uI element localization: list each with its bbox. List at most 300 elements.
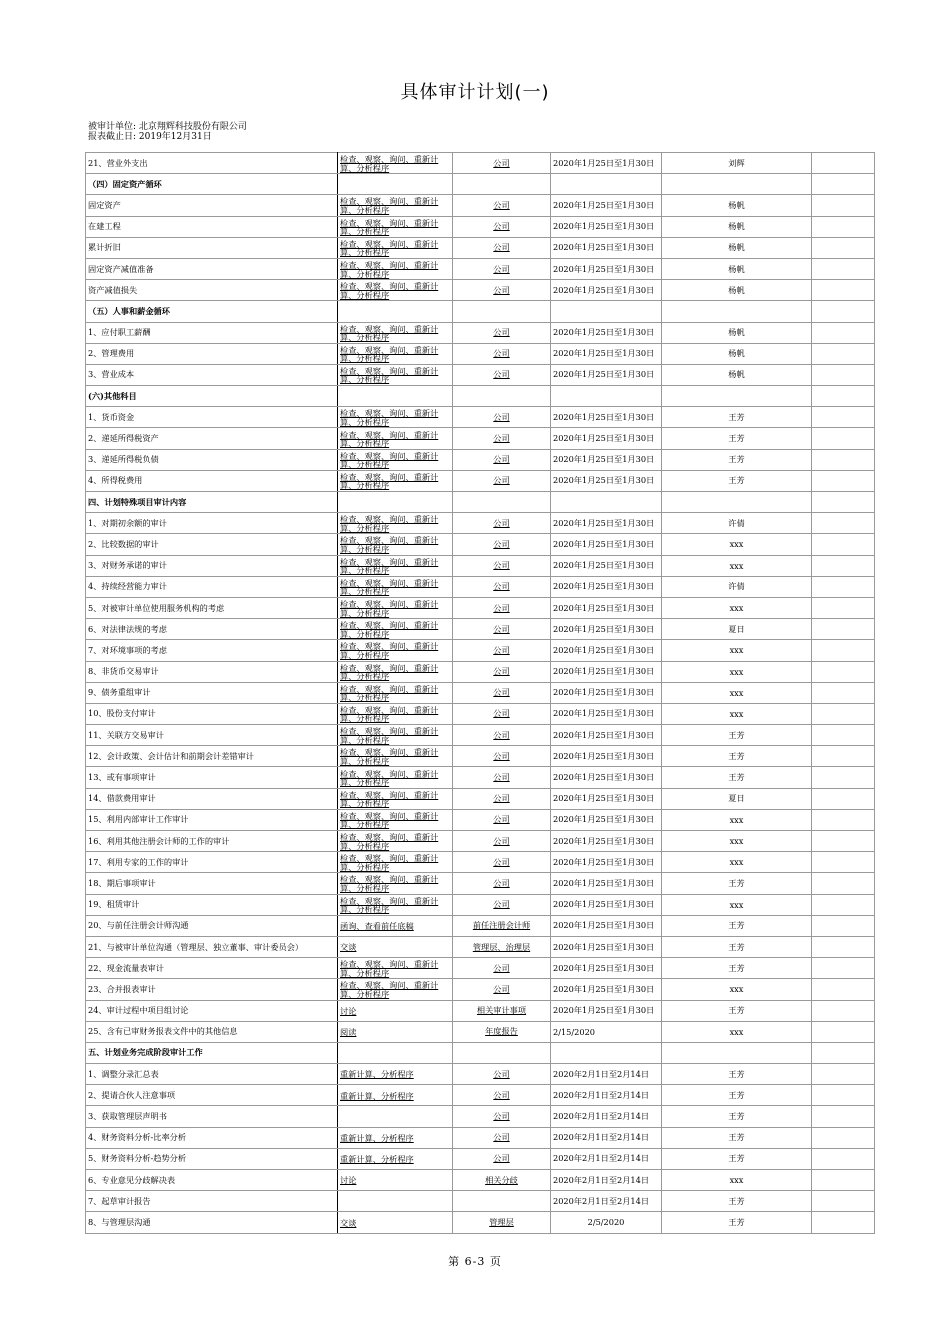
audit-time: 2020年2月1日至2月14日	[551, 1064, 662, 1085]
table-row	[86, 1085, 875, 1106]
table-row	[86, 661, 875, 682]
audit-person: 刘辉	[662, 153, 812, 174]
audit-method-text: 检查、观察、询问、重新计算、分析程序	[340, 768, 439, 788]
audit-method-text: 重新计算、分析程序	[340, 1154, 414, 1165]
audit-person: 王芳	[662, 746, 812, 767]
audit-method-text: 检查、观察、询问、重新计算、分析程序	[340, 620, 439, 639]
section-row	[86, 301, 875, 322]
audit-item: 8、与管理层沟通	[86, 1212, 338, 1233]
table-row	[86, 1021, 875, 1042]
audit-item: 17、利用专家的工作的审计	[86, 852, 338, 873]
empty-cell	[812, 597, 875, 618]
table-row	[86, 894, 875, 915]
audit-method	[338, 428, 453, 449]
table-row	[86, 1064, 875, 1085]
audit-object: 公司	[453, 1127, 551, 1148]
empty-cell	[812, 216, 875, 237]
empty-cell	[812, 703, 875, 724]
audit-method-text: 检查、观察、询问、重新计算、分析程序	[340, 853, 439, 872]
audit-time: 2020年2月1日至2月14日	[551, 1191, 662, 1212]
audit-item: 15、利用内部审计工作审计	[86, 809, 338, 830]
empty-cell	[812, 470, 875, 491]
audit-time: 2020年1月25日至1月30日	[551, 958, 662, 979]
audit-method	[338, 831, 453, 852]
audit-method-text: 交谈	[340, 942, 357, 953]
audit-method-text: 检查、观察、询问、重新计算、分析程序	[340, 704, 439, 724]
audit-object: 公司	[453, 682, 551, 703]
audit-method	[338, 258, 453, 279]
audit-person: 杨帆	[662, 237, 812, 258]
section-row	[86, 174, 875, 195]
audit-item: 4、财务资料分析-比率分析	[86, 1127, 338, 1148]
audit-time: 2020年1月25日至1月30日	[551, 746, 662, 767]
table-row	[86, 258, 875, 279]
audit-method-text: 检查、观察、询问、重新计算、分析程序	[340, 344, 439, 364]
audit-person: 王芳	[662, 1191, 812, 1212]
empty-cell	[812, 682, 875, 703]
empty-cell	[812, 661, 875, 682]
audit-method	[338, 915, 453, 936]
audit-object: 公司	[453, 725, 551, 746]
audit-person: 杨帆	[662, 343, 812, 364]
audit-object: 公司	[453, 153, 551, 174]
table-row	[86, 619, 875, 640]
empty-cell	[812, 915, 875, 936]
table-row	[86, 1148, 875, 1169]
audit-person: 王芳	[662, 1000, 812, 1021]
audit-item: 25、含有已审财务报表文件中的其他信息	[86, 1021, 338, 1042]
audit-method-text: 检查、观察、询问、重新计算、分析程序	[340, 683, 439, 703]
audit-person: 许倩	[662, 513, 812, 534]
audit-person: 王芳	[662, 1085, 812, 1106]
audit-person: 杨帆	[662, 216, 812, 237]
audit-method-text: 检查、观察、询问、重新计算、分析程序	[340, 662, 439, 682]
table-row	[86, 703, 875, 724]
page-title: 具体审计计划(一)	[400, 82, 550, 103]
empty-cell	[812, 1042, 875, 1063]
audit-person: 王芳	[662, 470, 812, 491]
table-row	[86, 979, 875, 1000]
audit-time: 2020年1月25日至1月30日	[551, 428, 662, 449]
table-row	[86, 1191, 875, 1212]
audit-person: 王芳	[662, 1212, 812, 1233]
empty-cell	[812, 936, 875, 957]
audit-person: 王芳	[662, 915, 812, 936]
audit-method-text: 检查、观察、询问、重新计算、分析程序	[340, 281, 439, 300]
audit-item: 14、借款费用审计	[86, 788, 338, 809]
audit-method	[338, 703, 453, 724]
audited-unit: 被审计单位: 北京翔辉科技股份有限公司	[88, 122, 247, 132]
audit-time: 2020年1月25日至1月30日	[551, 619, 662, 640]
audit-person: xxx	[662, 979, 812, 1000]
audit-method	[338, 513, 453, 534]
empty-cell	[662, 386, 812, 407]
table-row	[86, 1127, 875, 1148]
audit-method-text: 检查、观察、询问、重新计算、分析程序	[340, 429, 439, 449]
audit-time: 2020年1月25日至1月30日	[551, 407, 662, 428]
audit-time: 2020年1月25日至1月30日	[551, 555, 662, 576]
empty-cell	[812, 1064, 875, 1085]
audit-item: 4、持续经营能力审计	[86, 576, 338, 597]
audit-object: 公司	[453, 958, 551, 979]
audit-object: 公司	[453, 1148, 551, 1169]
empty-cell	[812, 852, 875, 873]
audit-method	[338, 555, 453, 576]
audit-time: 2020年1月25日至1月30日	[551, 831, 662, 852]
audit-time: 2020年1月25日至1月30日	[551, 322, 662, 343]
table-row	[86, 1170, 875, 1191]
audit-method-text: 检查、观察、询问、重新计算、分析程序	[340, 577, 439, 597]
audit-item: 累计折旧	[86, 237, 338, 258]
empty-cell	[453, 174, 551, 195]
audit-object: 公司	[453, 746, 551, 767]
audit-item: 19、租赁审计	[86, 894, 338, 915]
audit-item: 6、对法律法规的考虑	[86, 619, 338, 640]
empty-cell	[812, 301, 875, 322]
audit-object: 相关审计事项	[453, 1000, 551, 1021]
audit-object: 公司	[453, 873, 551, 894]
empty-cell	[812, 576, 875, 597]
table-row	[86, 640, 875, 661]
audit-method	[338, 979, 453, 1000]
audit-item: 18、期后事项审计	[86, 873, 338, 894]
audit-person: 王芳	[662, 449, 812, 470]
audit-method-text: 检查、观察、询问、重新计算、分析程序	[340, 196, 439, 215]
empty-cell	[812, 343, 875, 364]
empty-cell	[812, 1212, 875, 1233]
table-row	[86, 597, 875, 618]
audit-person: 杨帆	[662, 280, 812, 301]
empty-cell	[812, 1191, 875, 1212]
empty-cell	[812, 428, 875, 449]
audit-method-text: 检查、观察、询问、重新计算、分析程序	[340, 789, 439, 809]
audit-method-text: 重新计算、分析程序	[340, 1090, 414, 1101]
audit-method	[338, 809, 453, 830]
audit-method	[338, 725, 453, 746]
table-row	[86, 1212, 875, 1233]
audit-time: 2020年1月25日至1月30日	[551, 513, 662, 534]
table-row	[86, 1000, 875, 1021]
audit-item: 5、财务资料分析-趋势分析	[86, 1148, 338, 1169]
audit-method-text: 检查、观察、询问、重新计算、分析程序	[340, 810, 439, 830]
audit-method-text: 检查、观察、询问、重新计算、分析程序	[340, 895, 439, 915]
audit-method	[338, 746, 453, 767]
audit-method	[338, 1085, 453, 1106]
audit-time: 2020年1月25日至1月30日	[551, 915, 662, 936]
empty-cell	[812, 280, 875, 301]
empty-cell	[812, 619, 875, 640]
audit-object: 公司	[453, 428, 551, 449]
empty-cell	[812, 195, 875, 216]
audit-time: 2020年1月25日至1月30日	[551, 534, 662, 555]
audit-method	[338, 1127, 453, 1148]
audit-object: 公司	[453, 767, 551, 788]
audit-object: 公司	[453, 534, 551, 555]
audit-method	[338, 873, 453, 894]
audit-time: 2020年1月25日至1月30日	[551, 788, 662, 809]
audit-time: 2020年1月25日至1月30日	[551, 725, 662, 746]
empty-cell	[812, 788, 875, 809]
empty-cell	[453, 1042, 551, 1063]
table-row	[86, 767, 875, 788]
audit-method	[338, 195, 453, 216]
audit-object: 公司	[453, 1106, 551, 1127]
audit-method	[338, 280, 453, 301]
table-row	[86, 216, 875, 237]
audit-plan-table	[85, 152, 875, 1234]
audit-item: 3、递延所得税负债	[86, 449, 338, 470]
audit-object: 公司	[453, 1064, 551, 1085]
audit-method	[338, 958, 453, 979]
section-title: （五）人事和薪金循环	[86, 301, 338, 322]
empty-cell	[551, 386, 662, 407]
audit-person: 夏日	[662, 619, 812, 640]
audit-time: 2020年1月25日至1月30日	[551, 597, 662, 618]
audit-object: 前任注册会计师	[453, 915, 551, 936]
section-row	[86, 386, 875, 407]
section-title: (六)其他科目	[86, 386, 338, 407]
empty-cell	[812, 979, 875, 1000]
empty-cell	[812, 767, 875, 788]
audit-time: 2/15/2020	[551, 1021, 662, 1042]
audit-time: 2020年1月25日至1月30日	[551, 979, 662, 1000]
audit-person: xxx	[662, 809, 812, 830]
table-row	[86, 343, 875, 364]
empty-cell	[551, 301, 662, 322]
empty-cell	[551, 174, 662, 195]
audit-method	[338, 852, 453, 873]
table-row	[86, 534, 875, 555]
empty-cell	[812, 831, 875, 852]
empty-cell	[338, 492, 453, 513]
audit-object: 公司	[453, 449, 551, 470]
empty-cell	[812, 322, 875, 343]
audit-person: 王芳	[662, 873, 812, 894]
empty-cell	[551, 492, 662, 513]
audit-object: 相关分歧	[453, 1170, 551, 1191]
table-row	[86, 831, 875, 852]
audit-time: 2020年1月25日至1月30日	[551, 470, 662, 491]
table-row	[86, 936, 875, 957]
audit-item: 4、所得税费用	[86, 470, 338, 491]
audit-object: 管理层、治理层	[453, 936, 551, 957]
audit-item: 1、调整分录汇总表	[86, 1064, 338, 1085]
table-row	[86, 280, 875, 301]
audit-method	[338, 470, 453, 491]
audit-time: 2020年2月1日至2月14日	[551, 1148, 662, 1169]
table-row	[86, 195, 875, 216]
table-row	[86, 153, 875, 174]
empty-cell	[812, 449, 875, 470]
audit-method	[338, 449, 453, 470]
audit-time: 2020年2月1日至2月14日	[551, 1170, 662, 1191]
audit-method	[338, 1064, 453, 1085]
audit-method	[338, 216, 453, 237]
audit-person: 王芳	[662, 767, 812, 788]
audit-item: 7、对环境事项的考虑	[86, 640, 338, 661]
audit-person: 王芳	[662, 428, 812, 449]
audit-method-text: 检查、观察、询问、重新计算、分析程序	[340, 959, 439, 978]
audit-method	[338, 894, 453, 915]
audit-time: 2020年1月25日至1月30日	[551, 343, 662, 364]
table-row	[86, 788, 875, 809]
empty-cell	[662, 492, 812, 513]
empty-cell	[551, 1042, 662, 1063]
empty-cell	[812, 174, 875, 195]
empty-cell	[812, 1170, 875, 1191]
audit-item: 16、利用其他注册会计师的工作的审计	[86, 831, 338, 852]
audit-person: xxx	[662, 1021, 812, 1042]
audit-method-text: 检查、观察、询问、重新计算、分析程序	[340, 471, 439, 491]
audit-person: 王芳	[662, 958, 812, 979]
audit-time: 2020年1月25日至1月30日	[551, 280, 662, 301]
audit-item: 10、股份支付审计	[86, 703, 338, 724]
audit-item: 23、合并报表审计	[86, 979, 338, 1000]
empty-cell	[662, 174, 812, 195]
audit-object: 公司	[453, 322, 551, 343]
audit-time: 2020年2月1日至2月14日	[551, 1085, 662, 1106]
empty-cell	[812, 1000, 875, 1021]
audit-time: 2020年1月25日至1月30日	[551, 661, 662, 682]
audit-method	[338, 640, 453, 661]
audit-time: 2020年1月25日至1月30日	[551, 153, 662, 174]
audit-method	[338, 1212, 453, 1233]
audit-method	[338, 534, 453, 555]
audit-time: 2020年1月25日至1月30日	[551, 767, 662, 788]
audit-time: 2020年1月25日至1月30日	[551, 852, 662, 873]
audit-time: 2/5/2020	[551, 1212, 662, 1233]
empty-cell	[812, 746, 875, 767]
audit-person: xxx	[662, 682, 812, 703]
table-row	[86, 428, 875, 449]
audit-method	[338, 1191, 453, 1212]
audit-person: xxx	[662, 831, 812, 852]
audit-method-text: 检查、观察、询问、重新计算、分析程序	[340, 260, 439, 279]
audit-method	[338, 1106, 453, 1127]
audit-method-text: 检查、观察、询问、重新计算、分析程序	[340, 874, 439, 893]
empty-cell	[812, 894, 875, 915]
empty-cell	[812, 958, 875, 979]
audit-method	[338, 407, 453, 428]
audit-object: 公司	[453, 258, 551, 279]
audit-item: 2、递延所得税资产	[86, 428, 338, 449]
audit-person: xxx	[662, 703, 812, 724]
audit-time: 2020年1月25日至1月30日	[551, 640, 662, 661]
empty-cell	[812, 364, 875, 385]
audit-time: 2020年1月25日至1月30日	[551, 576, 662, 597]
audit-person: xxx	[662, 597, 812, 618]
audit-method-text: 检查、观察、询问、重新计算、分析程序	[340, 535, 439, 554]
audit-method	[338, 237, 453, 258]
audit-method	[338, 576, 453, 597]
audit-object: 公司	[453, 979, 551, 1000]
audit-item: 21、营业外支出	[86, 153, 338, 174]
audit-item: 3、对财务承诺的审计	[86, 555, 338, 576]
table-row	[86, 852, 875, 873]
table-row	[86, 449, 875, 470]
table-row	[86, 407, 875, 428]
audit-item: 12、会计政策、会计估计和前期会计差错审计	[86, 746, 338, 767]
audit-object: 公司	[453, 831, 551, 852]
section-row	[86, 1042, 875, 1063]
audit-person: 王芳	[662, 1127, 812, 1148]
audit-time: 2020年1月25日至1月30日	[551, 894, 662, 915]
empty-cell	[812, 386, 875, 407]
audit-method-text: 检查、观察、询问、重新计算、分析程序	[340, 641, 439, 660]
empty-cell	[812, 407, 875, 428]
report-date: 报表截止日: 2019年12月31日	[88, 132, 212, 142]
audit-method-text: 检查、观察、询问、重新计算、分析程序	[340, 154, 439, 173]
audit-method-text: 交谈	[340, 1217, 357, 1228]
audit-time: 2020年1月25日至1月30日	[551, 216, 662, 237]
audit-person: 王芳	[662, 1148, 812, 1169]
audit-item: 20、与前任注册会计师沟通	[86, 915, 338, 936]
empty-cell	[812, 809, 875, 830]
audit-item: 8、非货币交易审计	[86, 661, 338, 682]
audit-time: 2020年1月25日至1月30日	[551, 195, 662, 216]
empty-cell	[338, 386, 453, 407]
audit-method	[338, 788, 453, 809]
audit-item: 6、专业意见分歧解决表	[86, 1170, 338, 1191]
audit-method	[338, 682, 453, 703]
audit-object: 公司	[453, 619, 551, 640]
audit-item: 24、审计过程中项目组讨论	[86, 1000, 338, 1021]
section-title: 四、计划特殊项目审计内容	[86, 492, 338, 513]
empty-cell	[338, 1042, 453, 1063]
audit-method-text: 检查、观察、询问、重新计算、分析程序	[340, 323, 439, 343]
audit-method-text: 检查、观察、询问、重新计算、分析程序	[340, 747, 439, 766]
audit-item: 固定资产	[86, 195, 338, 216]
audit-method	[338, 1148, 453, 1169]
audit-person: 王芳	[662, 725, 812, 746]
audit-item: 3、营业成本	[86, 364, 338, 385]
audit-object: 公司	[453, 280, 551, 301]
audit-method-text: 检查、观察、询问、重新计算、分析程序	[340, 980, 439, 999]
audit-object: 公司	[453, 343, 551, 364]
audit-object: 公司	[453, 555, 551, 576]
audit-person: xxx	[662, 534, 812, 555]
audit-person: 许倩	[662, 576, 812, 597]
empty-cell	[812, 1148, 875, 1169]
empty-cell	[812, 640, 875, 661]
audit-person: 杨帆	[662, 195, 812, 216]
audit-time: 2020年1月25日至1月30日	[551, 364, 662, 385]
audit-person: 王芳	[662, 407, 812, 428]
audit-object: 公司	[453, 661, 551, 682]
audit-person: xxx	[662, 852, 812, 873]
empty-cell	[812, 1021, 875, 1042]
audit-method-text: 检查、观察、询问、重新计算、分析程序	[340, 238, 439, 258]
audit-method	[338, 1170, 453, 1191]
audit-item: 1、对期初余额的审计	[86, 513, 338, 534]
audit-object: 公司	[453, 195, 551, 216]
table-row	[86, 322, 875, 343]
empty-cell	[812, 873, 875, 894]
audit-object: 公司	[453, 852, 551, 873]
audit-person: 王芳	[662, 1106, 812, 1127]
table-row	[86, 725, 875, 746]
audit-item: 1、货币资金	[86, 407, 338, 428]
audit-object: 公司	[453, 809, 551, 830]
empty-cell	[453, 301, 551, 322]
audit-method-text: 检查、观察、询问、重新计算、分析程序	[340, 556, 439, 576]
audit-object: 公司	[453, 788, 551, 809]
audit-method-text: 讨论	[340, 1005, 357, 1016]
empty-cell	[812, 492, 875, 513]
table-row	[86, 364, 875, 385]
audit-method-text: 检查、观察、询问、重新计算、分析程序	[340, 514, 439, 533]
empty-cell	[812, 1127, 875, 1148]
